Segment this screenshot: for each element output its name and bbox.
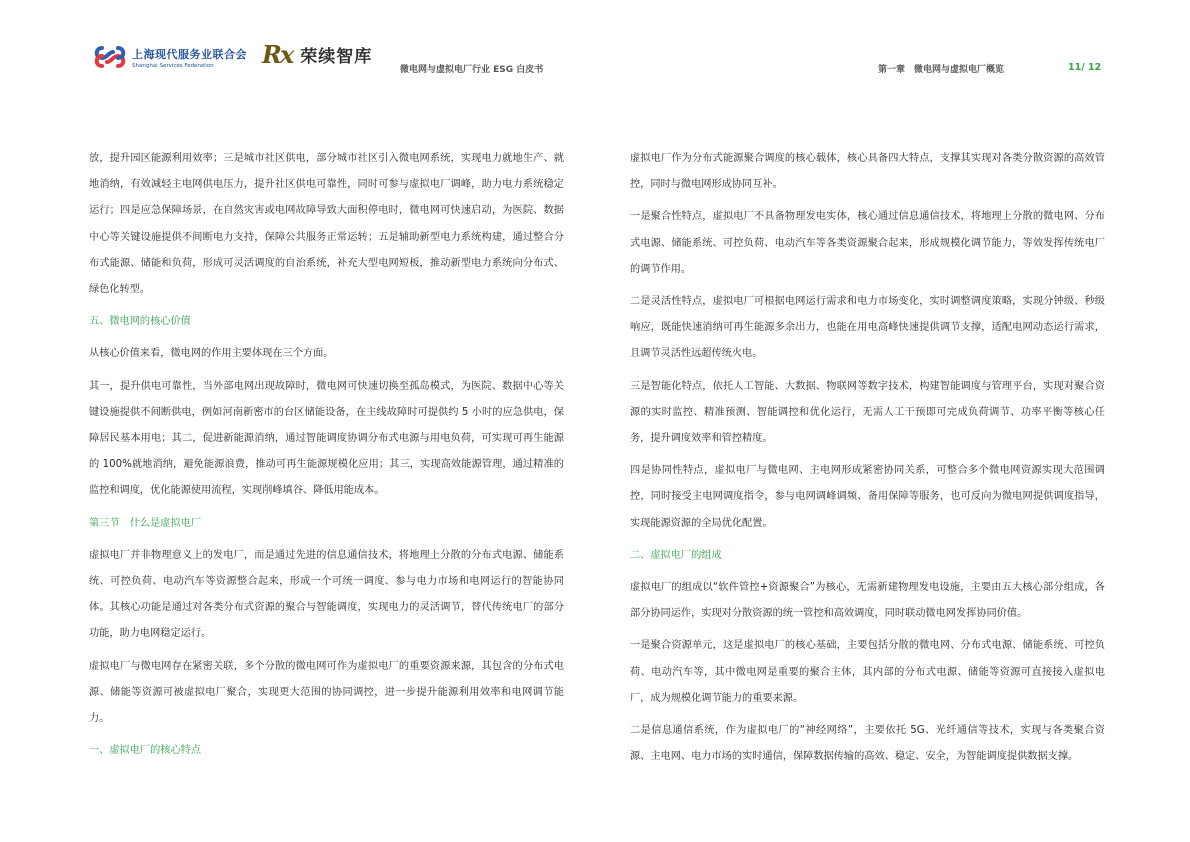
paragraph: 虚拟电厂作为分布式能源聚合调度的核心载体，核心具备四大特点，支撑其实现对各类分散资源的高效管控，同时与微电网形成协同互补。	[630, 153, 1105, 191]
page-header	[0, 0, 1190, 90]
section-heading: 第三节 什么是虚拟电厂	[89, 517, 202, 529]
org-name-cn: 上海现代服务业联合会	[132, 47, 247, 61]
org-name-en: Shanghai Services Federation	[132, 62, 214, 69]
left-column	[89, 146, 564, 770]
paragraph: 三是智能化特点，依托人工智能、大数据、物联网等数字技术，构建智能调度与管理平台，实现对聚合资源的实时监控、精准预测、智能调控和优化运行，无需人工干预即可完成负荷调节、功率平衡等核心任务，提升调度效率和管控精度。	[630, 380, 1105, 445]
shsf-logo	[93, 44, 247, 70]
paragraph: 从核心价值来看，微电网的作用主要体现在三个方面。	[89, 348, 334, 360]
chapter-title: 第一章 微电网与虚拟电厂概览	[878, 65, 1005, 75]
paragraph: 一是聚合资源单元，这是虚拟电厂的核心基础，主要包括分散的微电网、分布式电源、储能系统、可控负荷、电动汽车等，其中微电网是重要的聚合主体，其内部的分布式电源、储能等资源可直接接入虚拟电厂，成为规模化调节能力的重要来源。	[630, 640, 1105, 704]
section-heading: 五、微电网的核心价值	[89, 316, 191, 328]
paragraph: 二是信息通信系统，作为虚拟电厂的“神经网络”，主要依托 5G、光纤通信等技术，实现与各类聚合资源、主电网、电力市场的实时通信，保障数据传输的高效、稳定、安全，为智能调度提供数据支撑。	[630, 725, 1105, 763]
paragraph: 虚拟电厂并非物理意义上的发电厂，而是通过先进的信息通信技术，将地理上分散的分布式电源、储能系统、可控负荷、电动汽车等资源整合起来，形成一个可统一调度、参与电力市场和电网运行的智能协同体。其核心功能是通过对各类分布式资源的聚合与智能调度，实现电力的灵活调节，替代传统电厂的部分功能，助力电网稳定运行。	[89, 549, 564, 640]
shsf-emblem-icon	[93, 44, 127, 70]
paragraph: 放，提升园区能源利用效率；三是城市社区供电，部分城市社区引入微电网系统，实现电力就地生产、就地消纳，有效减轻主电网供电压力，提升社区供电可靠性，同时可参与虚拟电厂调峰，助力电力系统稳定运行；四是应急保障场景，在自然灾害或电网故障导致大面积停电时，微电网可快速启动，为医院、数据中心等关键设施提供不间断电力支持，保障公共服务正常运转；五是辅助新型电力系统构建，通过整合分布式能源、储能和负荷，形成可灵活调度的自治系统，补充大型电网短板，推动新型电力系统向分布式、绿色化转型。	[89, 153, 564, 296]
brand-logo	[262, 40, 372, 69]
brand-name: 荣续智库	[300, 47, 373, 67]
paragraph: 二是灵活性特点，虚拟电厂可根据电网运行需求和电力市场变化，实时调整调度策略，实现分钟级、秒级响应，既能快速消纳可再生能源多余出力，也能在用电高峰快速提供调节支撑，适配电网动态运行需求，且调节灵活性远超传统火电。	[630, 296, 1105, 360]
paragraph: 虚拟电厂与微电网存在紧密关联，多个分散的微电网可作为虚拟电厂的重要资源来源，其包含的分布式电源、储能等资源可被虚拟电厂聚合，实现更大范围的协同调控，进一步提升能源利用效率和电网调节能力。	[89, 660, 564, 725]
section-heading: 二、虚拟电厂的组成	[630, 549, 722, 561]
page-number: 11/ 12	[1068, 62, 1102, 73]
paragraph: 其一，提升供电可靠性，当外部电网出现故障时，微电网可快速切换至孤岛模式，为医院、数据中心等关键设施提供不间断供电，例如河南新密市的台区储能设备，在主线故障时可提供约 5 小时的应急供电，保障居民基本用电；其二，促进新能源消纳，通过智能调度协调分布式电源与用电负荷，可实现可再生能源的 100%就地消纳，避免能源浪费，推动可再生能源规模化应用；其三，实现高效能源管理，通过精准的监控和调度，优化能源使用流程，实现削峰填谷、降低用能成本。	[89, 380, 564, 497]
paragraph: 四是协同性特点，虚拟电厂与微电网、主电网形成紧密协同关系，可整合多个微电网资源实现大范围调控，同时接受主电网调度指令，参与电网调峰调频、备用保障等服务，也可反向为微电网提供调度指导，实现能源资源的全局优化配置。	[630, 465, 1105, 529]
section-heading: 一、虚拟电厂的核心特点	[89, 745, 202, 757]
brand-mark: Rx	[262, 40, 293, 69]
right-column	[630, 146, 1105, 776]
document-title: 微电网与虚拟电厂行业 ESG 白皮书	[400, 65, 544, 75]
paragraph: 一是聚合性特点，虚拟电厂不具备物理发电实体，核心通过信息通信技术，将地理上分散的微电网、分布式电源、储能系统、可控负荷、电动汽车等各类资源聚合起来，形成规模化调节能力，等效发挥传统电厂的调节作用。	[630, 211, 1105, 275]
paragraph: 虚拟电厂的组成以“软件管控+资源聚合”为核心，无需新建物理发电设施，主要由五大核心部分组成，各部分协同运作，实现对分散资源的统一管控和高效调度，同时联动微电网发挥协同价值。	[630, 582, 1105, 620]
